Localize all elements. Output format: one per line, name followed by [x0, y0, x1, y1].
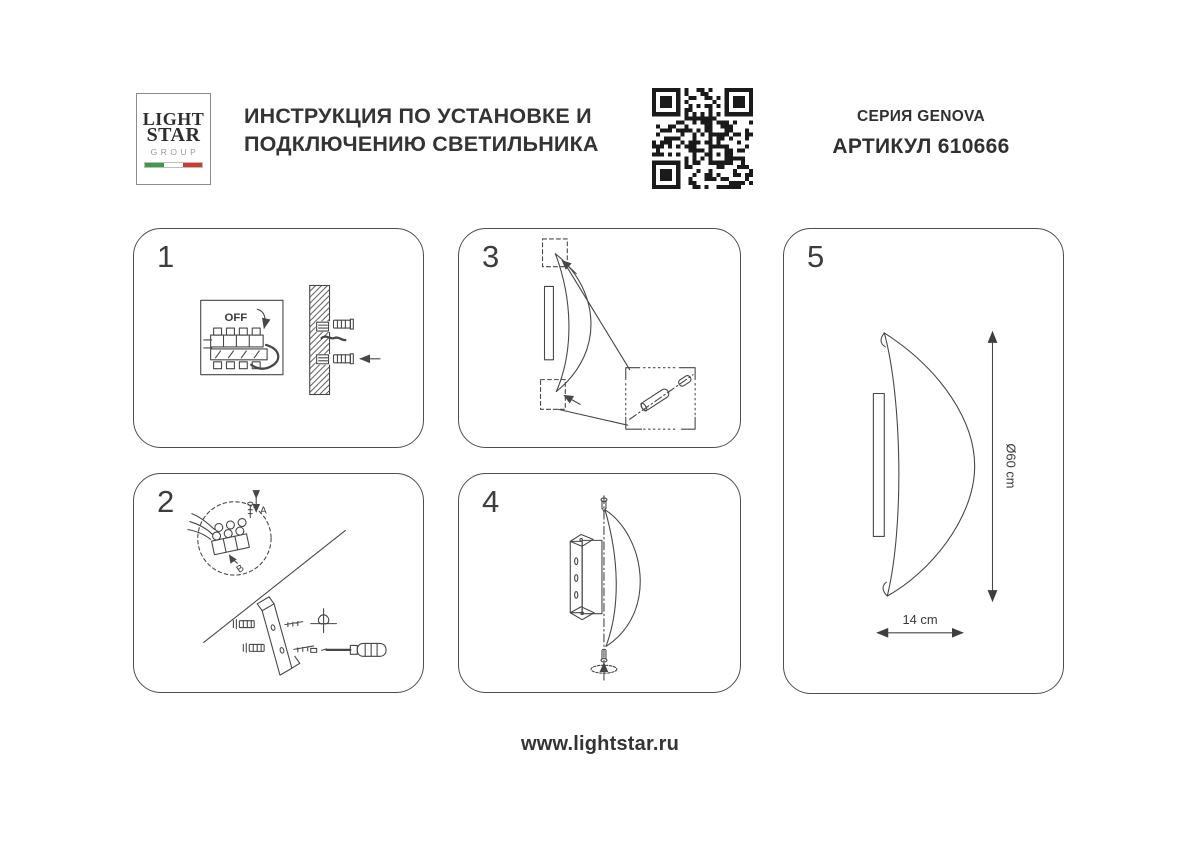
- step-5-number: 5: [807, 239, 825, 274]
- step-5-illustration-dimensions: [784, 229, 1063, 693]
- depth-dimension-label: 14 cm: [902, 611, 938, 627]
- logo-word-group: GROUP: [150, 147, 200, 157]
- footer: [0, 733, 1200, 756]
- wall-anchor-icon: [333, 319, 353, 329]
- panel-step-2: [133, 473, 424, 693]
- logo-word-star: STAR: [146, 124, 201, 146]
- page-title-line2: ПОДКЛЮЧЕНИЮ СВЕТИЛЬНИКА: [244, 132, 599, 156]
- screw-icon: [233, 620, 254, 629]
- step-1-illustration-power-off: [134, 229, 423, 447]
- qr-code: [652, 88, 753, 189]
- product-info: [791, 108, 1051, 159]
- wall-anchor-icon: [333, 354, 353, 364]
- breaker-off-label: OFF: [224, 312, 248, 325]
- logo-word-light: LIGHT: [142, 109, 205, 129]
- screwdriver-icon: [311, 643, 386, 656]
- step-4-number: 4: [482, 484, 500, 519]
- page-title: [244, 102, 599, 158]
- terminal-label-b: B: [234, 562, 247, 576]
- lightstar-logo: [136, 93, 211, 185]
- page-title-line1: ИНСТРУКЦИЯ ПО УСТАНОВКЕ И: [244, 104, 592, 128]
- step-3-number: 3: [482, 239, 500, 274]
- diameter-dimension-label: Ø60 cm: [1003, 443, 1019, 489]
- step-2-number: 2: [157, 484, 175, 519]
- series-label: СЕРИЯ GENOVA: [856, 108, 986, 125]
- step-2-illustration-wiring-and-bracket: [134, 474, 423, 692]
- step-3-illustration-diffuser-pins: [459, 229, 740, 447]
- qr-code-icon: [652, 88, 753, 189]
- italian-flag-icon: [144, 162, 203, 168]
- panel-step-1: [133, 228, 424, 448]
- article-label: АРТИКУЛ 610666: [832, 135, 1010, 158]
- screw-icon: [243, 643, 264, 652]
- panel-step-5: [783, 228, 1064, 694]
- terminal-label-a: A: [260, 505, 267, 517]
- panel-step-4: [458, 473, 741, 693]
- step-4-illustration-assembly: [459, 474, 740, 692]
- toggle-anchor-icon: [311, 609, 337, 633]
- website-text: www.lightstar.ru: [520, 733, 680, 755]
- panel-step-3: [458, 228, 741, 448]
- step-1-number: 1: [157, 239, 175, 274]
